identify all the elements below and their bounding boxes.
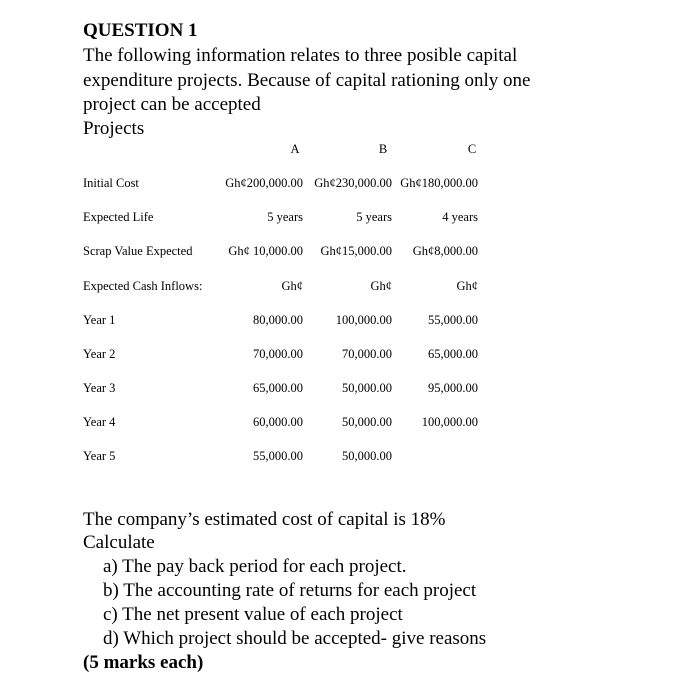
row-label-expected-life: Expected Life: [83, 210, 154, 224]
row-label-year-4: Year 4: [83, 415, 116, 429]
row-label-year-1: Year 1: [83, 313, 116, 327]
row-label-initial-cost: Initial Cost: [83, 176, 139, 190]
calculate-label: Calculate: [83, 532, 155, 553]
cell-year-3-b: 50,000.00: [342, 381, 392, 395]
row-label-year-2: Year 2: [83, 347, 116, 361]
cell-initial-cost-c: Gh¢180,000.00: [400, 176, 478, 190]
cell-initial-cost-a: Gh¢200,000.00: [225, 176, 303, 190]
cell-year-1-a: 80,000.00: [253, 313, 303, 327]
cost-of-capital-line: The company’s estimated cost of capital is 18%: [83, 509, 446, 530]
column-header-b: B: [378, 142, 388, 156]
column-header-a: A: [290, 142, 300, 156]
cell-expected-life-b: 5 years: [356, 210, 392, 224]
cell-year-2-c: 65,000.00: [428, 347, 478, 361]
cell-year-5-b: 50,000.00: [342, 449, 392, 463]
cell-year-1-b: 100,000.00: [335, 313, 392, 327]
column-header-c: C: [467, 142, 477, 156]
cell-expected-life-a: 5 years: [267, 210, 303, 224]
cell-cash-inflows-c: Gh¢: [456, 279, 478, 293]
cell-cash-inflows-b: Gh¢: [370, 279, 392, 293]
task-a: a) The pay back period for each project.: [103, 556, 407, 577]
question-title: QUESTION 1: [83, 20, 198, 41]
task-c: c) The net present value of each project: [103, 604, 403, 625]
row-label-cash-inflows: Expected Cash Inflows:: [83, 279, 203, 293]
cell-scrap-value-a: Gh¢ 10,000.00: [228, 244, 303, 258]
cell-year-2-b: 70,000.00: [342, 347, 392, 361]
intro-line-1: The following information relates to three posible capital: [83, 45, 518, 66]
cell-year-4-a: 60,000.00: [253, 415, 303, 429]
cell-scrap-value-c: Gh¢8,000.00: [412, 244, 478, 258]
marks-note: (5 marks each): [83, 652, 204, 673]
projects-label: Projects: [83, 118, 145, 139]
cell-initial-cost-b: Gh¢230,000.00: [314, 176, 392, 190]
cell-year-4-b: 50,000.00: [342, 415, 392, 429]
row-label-scrap-value: Scrap Value Expected: [83, 244, 193, 258]
cell-year-1-c: 55,000.00: [428, 313, 478, 327]
cell-year-3-a: 65,000.00: [253, 381, 303, 395]
task-b: b) The accounting rate of returns for each project: [103, 580, 477, 601]
cell-year-2-a: 70,000.00: [253, 347, 303, 361]
cell-scrap-value-b: Gh¢15,000.00: [320, 244, 392, 258]
task-d: d) Which project should be accepted- give reasons: [103, 628, 487, 649]
cell-cash-inflows-a: Gh¢: [281, 279, 303, 293]
cell-year-3-c: 95,000.00: [428, 381, 478, 395]
intro-line-2: expenditure projects. Because of capital rationing only one: [83, 70, 531, 91]
cell-year-5-a: 55,000.00: [253, 449, 303, 463]
cell-year-4-c: 100,000.00: [421, 415, 478, 429]
intro-line-3: project can be accepted: [83, 94, 261, 115]
cell-expected-life-c: 4 years: [442, 210, 478, 224]
row-label-year-5: Year 5: [83, 449, 116, 463]
row-label-year-3: Year 3: [83, 381, 116, 395]
